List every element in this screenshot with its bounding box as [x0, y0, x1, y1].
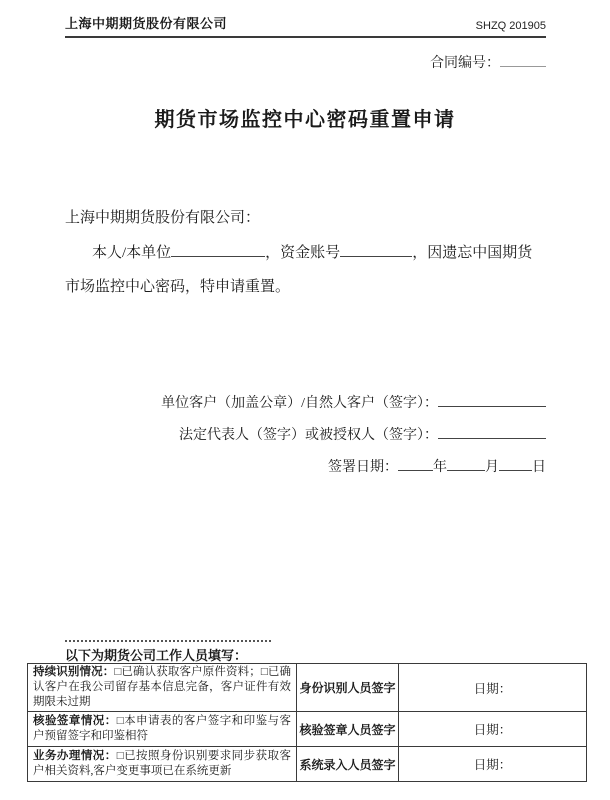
business-processing-label: 业务办理情况：	[33, 750, 117, 762]
application-paragraph	[65, 236, 565, 304]
seal-verification-date-cell: 日期：	[399, 712, 587, 747]
document-code: SHZQ 201905	[475, 20, 546, 32]
table-row	[28, 747, 587, 782]
page-title: 期货市场监控中心密码重置申请	[154, 109, 456, 131]
day-label: 日	[532, 460, 546, 475]
company-name: 上海中期期货股份有限公司	[65, 16, 228, 31]
identification-signer-cell: 身份识别人员签字	[297, 664, 399, 712]
dotted-separator	[65, 640, 271, 642]
seal-verification-text: □本申请表的客户签字和印鉴与客户预留签字和印鉴相符	[33, 715, 291, 742]
page-header	[65, 13, 546, 38]
application-line-1	[65, 236, 565, 270]
table-row	[28, 712, 587, 747]
identification-status-text: □已确认获取客户原件资料；□已确认客户在我公司留存基本信息完备，客户证件有效期限未过期	[33, 666, 292, 708]
month-label: 月	[485, 460, 499, 475]
contract-number-blank	[500, 52, 546, 67]
representative-signature-blank	[438, 424, 546, 439]
seal-verification-label: 核验签章情况：	[33, 715, 117, 727]
reason-text-part: ，因遗忘中国期货	[412, 245, 533, 261]
contract-number-line	[430, 52, 546, 72]
fund-account-blank	[340, 241, 412, 257]
representative-signature-line	[161, 420, 546, 452]
business-processing-date-cell: 日期：	[399, 747, 587, 782]
fund-account-label: ，资金账号	[265, 245, 341, 261]
signature-block	[161, 388, 546, 484]
seal-verification-signer-cell: 核验签章人员签字	[297, 712, 399, 747]
client-signature-line	[161, 388, 546, 420]
client-signature-label: 单位客户（加盖公章）/自然人客户（签字）：	[161, 396, 438, 411]
business-processing-text: □已按照身份识别要求同步获取客户相关资料,客户变更事项已在系统更新	[33, 750, 291, 777]
seal-verification-cell	[28, 712, 297, 747]
sign-date-label: 签署日期：	[328, 460, 398, 475]
identification-status-label: 持续识别情况：	[33, 666, 115, 678]
applicant-name-blank	[171, 241, 265, 257]
sign-date-day-blank	[499, 456, 532, 471]
year-label: 年	[433, 460, 447, 475]
table-row	[28, 664, 587, 712]
business-processing-signer-cell: 系统录入人员签字	[297, 747, 399, 782]
salutation: 上海中期期货股份有限公司：	[65, 210, 261, 226]
application-line-2: 市场监控中心密码，特申请重置。	[65, 279, 291, 295]
client-signature-blank	[438, 392, 546, 407]
representative-signature-label: 法定代表人（签字）或被授权人（签字）：	[179, 428, 438, 443]
applicant-label: 本人/本单位	[92, 245, 172, 261]
staff-section-note: 以下为期货公司工作人员填写：	[65, 648, 248, 663]
sign-date-year-blank	[398, 456, 433, 471]
identification-status-cell	[28, 664, 297, 712]
business-processing-cell	[28, 747, 297, 782]
sign-date-line	[161, 452, 546, 484]
staff-table	[27, 663, 587, 782]
identification-date-cell: 日期：	[399, 664, 587, 712]
sign-date-month-blank	[447, 456, 485, 471]
contract-number-label: 合同编号：	[430, 56, 500, 71]
